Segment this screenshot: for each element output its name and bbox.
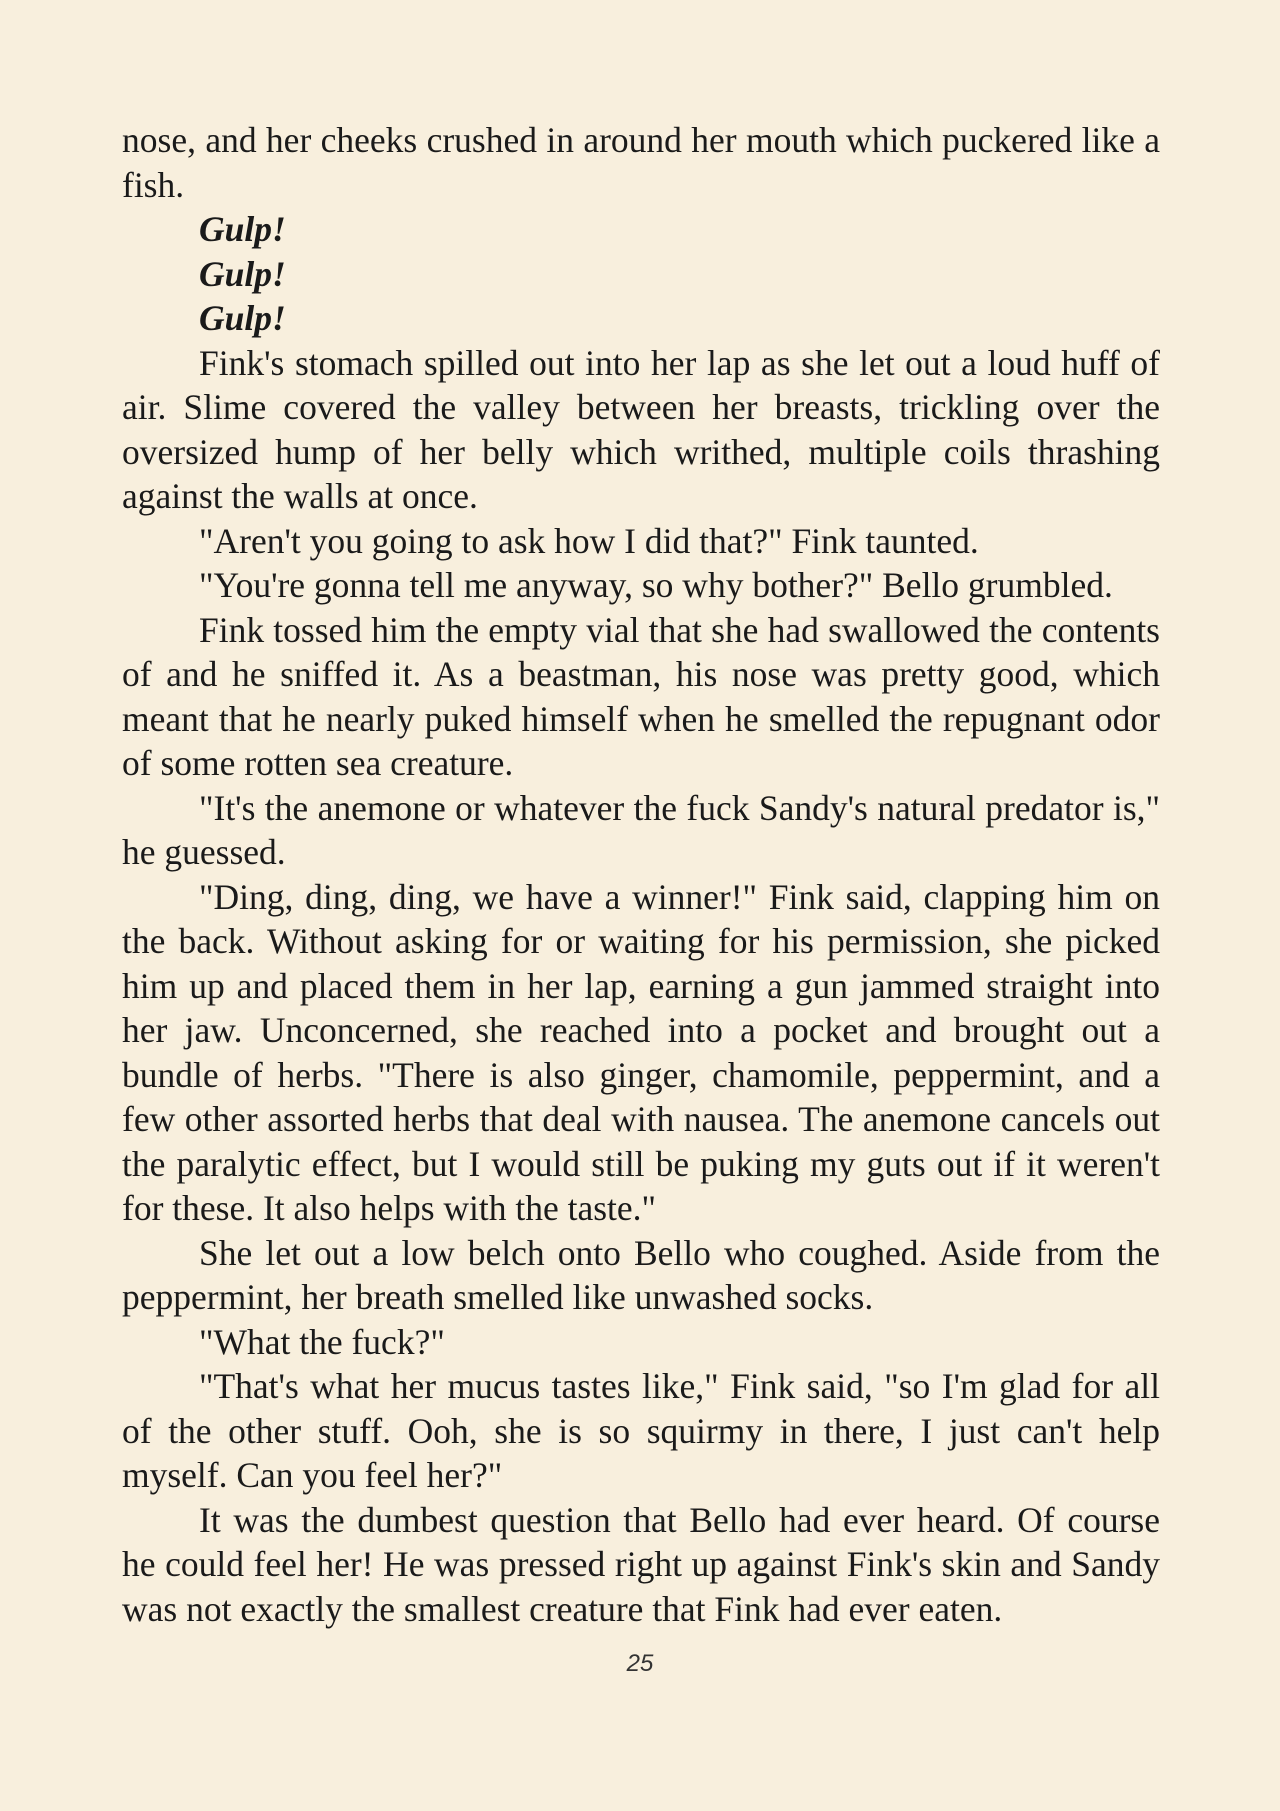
paragraph: It was the dumbest question that Bello had ever heard. Of course he could feel her! He was pressed right up against Fink's skin and Sandy was not exactly the smallest creature that Fink had ever eaten.: [122, 1499, 1160, 1629]
paragraph: She let out a low belch onto Bello who coughed. Aside from the peppermint, her breath smelled like unwashed socks.: [122, 1232, 1160, 1317]
page-number: 25: [626, 1650, 654, 1677]
paragraph-continuation: nose, and her cheeks crushed in around her mouth which puckered like a fish.: [122, 120, 1160, 205]
sound-effect-gulp: Gulp!: [199, 253, 286, 294]
body-text: [122, 118, 1160, 1631]
sound-effect-gulp: Gulp!: [199, 209, 286, 249]
paragraph: "Aren't you going to ask how I did that?" Fink taunted.: [199, 520, 979, 561]
sound-effect-gulp: Gulp!: [199, 298, 286, 338]
paragraph: "You're gonna tell me anyway, so why bother?" Bello grumbled.: [199, 565, 1113, 605]
paragraph: Fink's stomach spilled out into her lap as she let out a loud huff of air. Slime covered the valley between her breasts, trickling over the oversized hump of her belly which writhed, multiple coils thrashing against the walls at once.: [122, 342, 1160, 516]
paragraph: "That's what her mucus tastes like," Fink said, "so I'm glad for all of the other stuff. Ooh, she is so squirmy in there, I just can't help myself. Can you feel her?": [122, 1366, 1160, 1495]
paragraph: "It's the anemone or whatever the fuck Sandy's natural predator is," he guessed.: [122, 787, 1160, 872]
paragraph: Fink tossed him the empty vial that she had swallowed the contents of and he sniffed it. As a beastman, his nose was pretty good, which meant that he nearly puked himself when he smelled the repugnant odor of some rotten sea creature.: [122, 609, 1160, 783]
paragraph: "What the fuck?": [199, 1321, 445, 1362]
paragraph: "Ding, ding, ding, we have a winner!" Fink said, clapping him on the back. Without asking for or waiting for his permission, she picked him up and placed them in her lap, earning a gun jammed straight into her jaw. Unconcerned, she reached into a pocket and brought out a bundle of herbs. "There is also ginger, chamomile, peppermint, and a few other assorted herbs that deal with nausea. The anemone cancels out the paralytic effect, but I would still be puking my guts out if it weren't for these. It also helps with the taste.": [122, 876, 1160, 1228]
